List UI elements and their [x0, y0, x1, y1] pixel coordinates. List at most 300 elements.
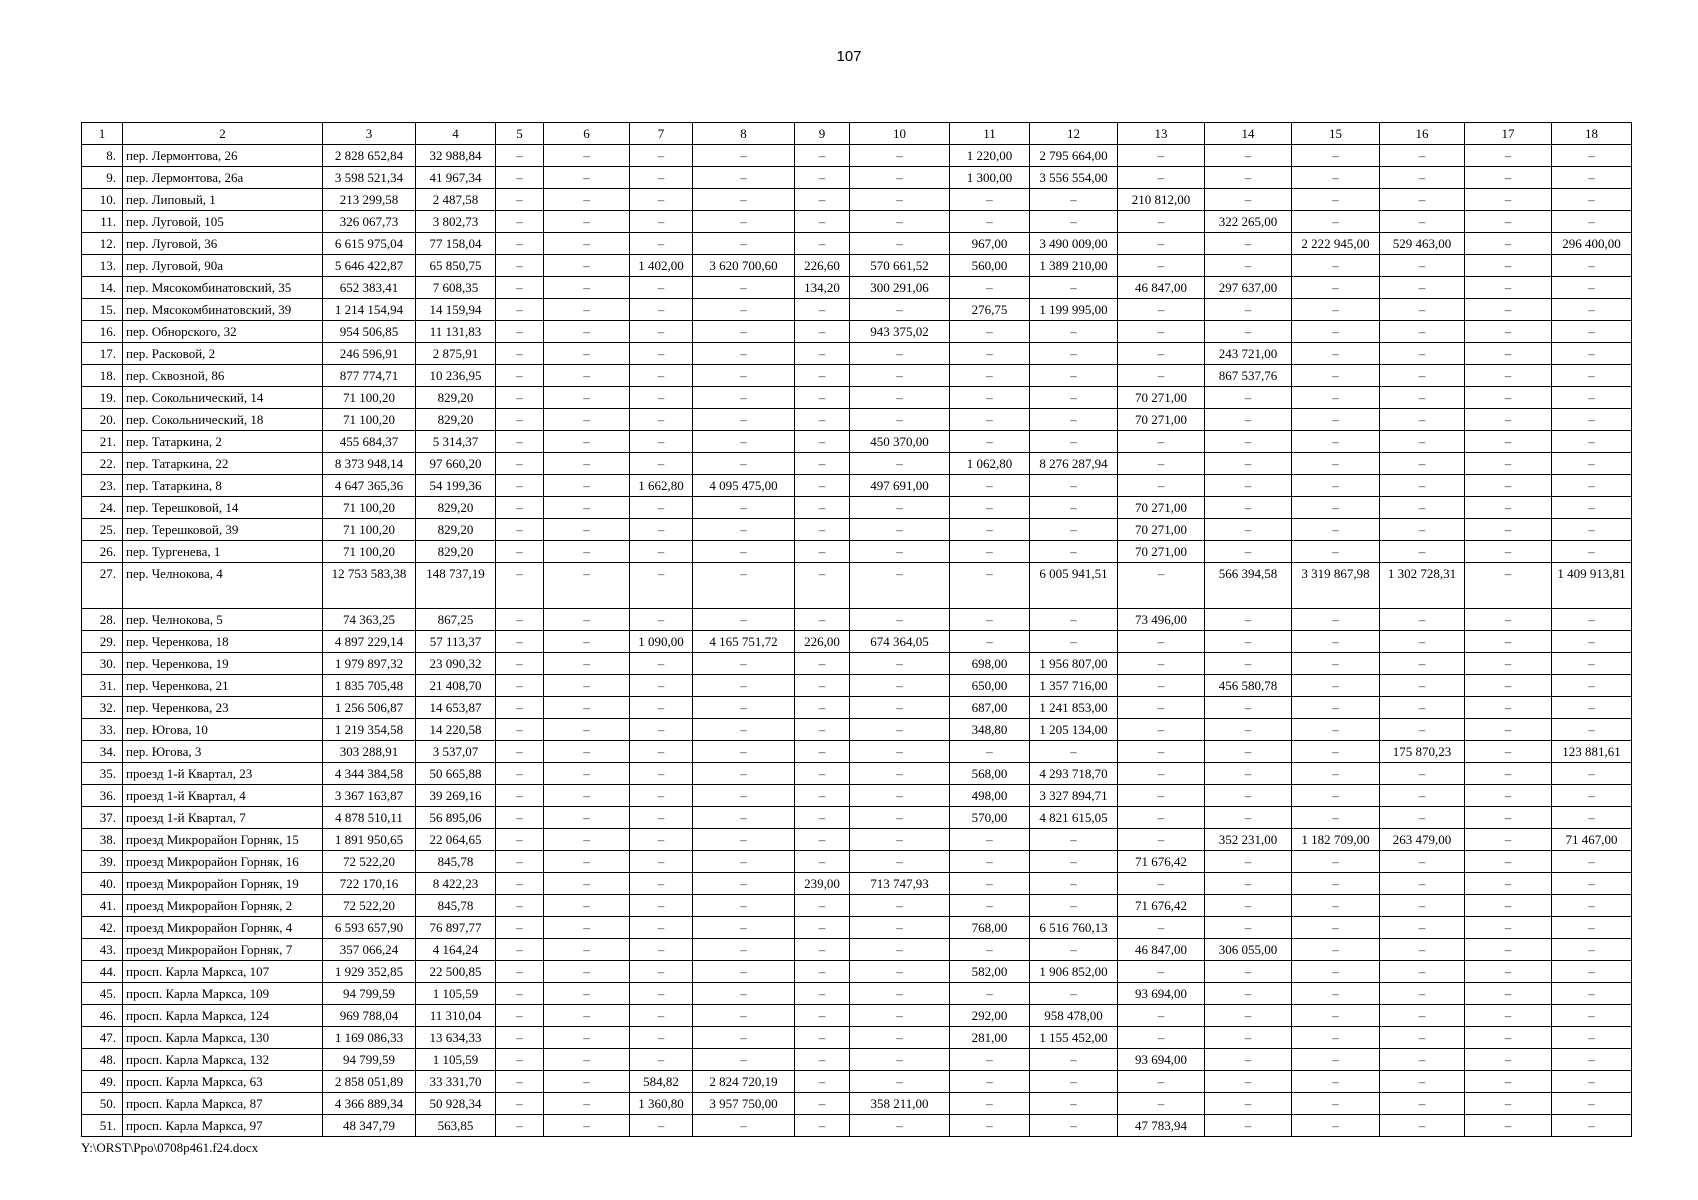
value-cell: – [693, 851, 795, 873]
value-cell: – [1118, 1071, 1205, 1093]
value-cell: 1 402,00 [630, 255, 693, 277]
value-cell: – [544, 829, 630, 851]
value-cell: – [1292, 653, 1380, 675]
address-cell: пер. Татаркина, 22 [123, 453, 323, 475]
value-cell: – [1205, 431, 1292, 453]
value-cell: – [950, 1071, 1030, 1093]
address-cell: пер. Сквозной, 86 [123, 365, 323, 387]
value-cell: 674 364,05 [850, 631, 950, 653]
table-row [82, 255, 1632, 277]
value-cell: 3 537,07 [416, 741, 496, 763]
table-row [82, 563, 1632, 609]
value-cell: – [795, 1005, 850, 1027]
address-cell: пер. Лермонтова, 26 [123, 145, 323, 167]
value-cell: – [1292, 497, 1380, 519]
value-cell: 1 205 134,00 [1030, 719, 1118, 741]
row-number-cell: 26. [82, 541, 123, 563]
value-cell: – [1552, 763, 1632, 785]
value-cell: 455 684,37 [323, 431, 416, 453]
table-row [82, 145, 1632, 167]
address-cell: пер. Челнокова, 5 [123, 609, 323, 631]
value-cell: – [630, 1005, 693, 1027]
value-cell: – [795, 785, 850, 807]
value-cell: – [795, 189, 850, 211]
table-row [82, 609, 1632, 631]
value-cell: 3 319 867,98 [1292, 563, 1380, 609]
row-number-cell: 19. [82, 387, 123, 409]
value-cell: – [630, 299, 693, 321]
value-cell: – [1465, 895, 1552, 917]
value-cell: – [496, 983, 544, 1005]
value-cell: – [544, 785, 630, 807]
value-cell: – [1030, 741, 1118, 763]
table-row [82, 475, 1632, 497]
address-cell: пер. Тургенева, 1 [123, 541, 323, 563]
value-cell: – [950, 851, 1030, 873]
value-cell: 5 646 422,87 [323, 255, 416, 277]
column-header: 11 [950, 123, 1030, 145]
value-cell: 563,85 [416, 1115, 496, 1137]
column-header: 10 [850, 123, 950, 145]
value-cell: – [795, 741, 850, 763]
address-cell: пер. Мясокомбинатовский, 39 [123, 299, 323, 321]
column-header: 16 [1380, 123, 1465, 145]
value-cell: – [1292, 1093, 1380, 1115]
value-cell: – [1030, 541, 1118, 563]
value-cell: – [850, 653, 950, 675]
value-cell: 582,00 [950, 961, 1030, 983]
value-cell: 829,20 [416, 519, 496, 541]
value-cell: 1 214 154,94 [323, 299, 416, 321]
value-cell: – [1380, 1049, 1465, 1071]
value-cell: – [496, 1071, 544, 1093]
value-cell: – [795, 961, 850, 983]
value-cell: 584,82 [630, 1071, 693, 1093]
value-cell: – [1205, 387, 1292, 409]
value-cell: – [1465, 807, 1552, 829]
value-cell: – [1292, 189, 1380, 211]
value-cell: – [850, 1027, 950, 1049]
value-cell: 326 067,73 [323, 211, 416, 233]
value-cell: – [1465, 983, 1552, 1005]
value-cell: – [1205, 719, 1292, 741]
column-header: 17 [1465, 123, 1552, 145]
value-cell: – [630, 983, 693, 1005]
value-cell: – [1205, 895, 1292, 917]
table-row [82, 299, 1632, 321]
value-cell: – [1552, 873, 1632, 895]
value-cell: – [1118, 343, 1205, 365]
table-row [82, 719, 1632, 741]
value-cell: – [1380, 917, 1465, 939]
value-cell: 687,00 [950, 697, 1030, 719]
value-cell: 77 158,04 [416, 233, 496, 255]
value-cell: 14 653,87 [416, 697, 496, 719]
value-cell: – [850, 387, 950, 409]
row-number-cell: 28. [82, 609, 123, 631]
value-cell: 93 694,00 [1118, 983, 1205, 1005]
value-cell: – [693, 1027, 795, 1049]
value-cell: 1 906 852,00 [1030, 961, 1118, 983]
value-cell: – [1030, 851, 1118, 873]
value-cell: – [496, 387, 544, 409]
value-cell: – [630, 851, 693, 873]
row-number-cell: 45. [82, 983, 123, 1005]
value-cell: – [630, 763, 693, 785]
value-cell: – [1292, 343, 1380, 365]
value-cell: 713 747,93 [850, 873, 950, 895]
value-cell: 71 467,00 [1552, 829, 1632, 851]
value-cell: – [693, 719, 795, 741]
value-cell: – [496, 939, 544, 961]
value-cell: – [496, 497, 544, 519]
value-cell: – [544, 277, 630, 299]
column-header: 2 [123, 123, 323, 145]
value-cell: 263 479,00 [1380, 829, 1465, 851]
value-cell: 3 802,73 [416, 211, 496, 233]
value-cell: 450 370,00 [850, 431, 950, 453]
address-cell: пер. Луговой, 105 [123, 211, 323, 233]
value-cell: – [1465, 873, 1552, 895]
row-number-cell: 50. [82, 1093, 123, 1115]
address-cell: проезд 1-й Квартал, 4 [123, 785, 323, 807]
row-number-cell: 32. [82, 697, 123, 719]
value-cell: – [1552, 1049, 1632, 1071]
value-cell: 21 408,70 [416, 675, 496, 697]
value-cell: – [630, 917, 693, 939]
table-row [82, 431, 1632, 453]
value-cell: 498,00 [950, 785, 1030, 807]
value-cell: – [630, 1115, 693, 1137]
value-cell: 3 490 009,00 [1030, 233, 1118, 255]
value-cell: 70 271,00 [1118, 497, 1205, 519]
value-cell: – [850, 189, 950, 211]
value-cell: – [1465, 453, 1552, 475]
value-cell: – [1552, 851, 1632, 873]
value-cell: – [950, 343, 1030, 365]
value-cell: – [1118, 697, 1205, 719]
value-cell: – [850, 145, 950, 167]
footer-file-path: Y:\ORST\Ppo\0708p461.f24.docx [81, 1140, 259, 1155]
value-cell: – [950, 387, 1030, 409]
value-cell: 23 090,32 [416, 653, 496, 675]
value-cell: – [693, 785, 795, 807]
value-cell: – [1380, 255, 1465, 277]
value-cell: – [496, 851, 544, 873]
table-row [82, 917, 1632, 939]
value-cell: – [850, 785, 950, 807]
data-table [81, 122, 1632, 1137]
value-cell: – [1292, 299, 1380, 321]
value-cell: 70 271,00 [1118, 519, 1205, 541]
address-cell: пер. Липовый, 1 [123, 189, 323, 211]
address-cell: пер. Расковой, 2 [123, 343, 323, 365]
value-cell: – [950, 1093, 1030, 1115]
value-cell: – [1030, 829, 1118, 851]
value-cell: – [1552, 541, 1632, 563]
value-cell: 71 100,20 [323, 409, 416, 431]
value-cell: 14 220,58 [416, 719, 496, 741]
column-header: 7 [630, 123, 693, 145]
value-cell: – [1292, 741, 1380, 763]
value-cell: – [1205, 167, 1292, 189]
value-cell: – [1292, 519, 1380, 541]
value-cell: 570 661,52 [850, 255, 950, 277]
value-cell: 4 344 384,58 [323, 763, 416, 785]
value-cell: – [693, 277, 795, 299]
value-cell: – [1465, 497, 1552, 519]
value-cell: – [1205, 609, 1292, 631]
value-cell: – [1292, 1115, 1380, 1137]
value-cell: – [850, 961, 950, 983]
value-cell: – [1118, 631, 1205, 653]
value-cell: – [1030, 983, 1118, 1005]
address-cell: просп. Карла Маркса, 124 [123, 1005, 323, 1027]
value-cell: 1 105,59 [416, 983, 496, 1005]
table-row [82, 807, 1632, 829]
value-cell: 969 788,04 [323, 1005, 416, 1027]
value-cell: – [496, 697, 544, 719]
table-row [82, 189, 1632, 211]
row-number-cell: 27. [82, 563, 123, 609]
value-cell: – [1552, 321, 1632, 343]
table-row [82, 365, 1632, 387]
value-cell: – [950, 1115, 1030, 1137]
value-cell: 11 310,04 [416, 1005, 496, 1027]
value-cell: – [1030, 211, 1118, 233]
value-cell: – [630, 653, 693, 675]
value-cell: 8 422,23 [416, 873, 496, 895]
address-cell: пер. Челнокова, 4 [123, 563, 323, 609]
value-cell: – [630, 1049, 693, 1071]
value-cell: 456 580,78 [1205, 675, 1292, 697]
value-cell: – [693, 763, 795, 785]
value-cell: – [1292, 895, 1380, 917]
value-cell: 768,00 [950, 917, 1030, 939]
value-cell: – [1292, 431, 1380, 453]
value-cell: – [1552, 211, 1632, 233]
address-cell: проезд Микрорайон Горняк, 16 [123, 851, 323, 873]
row-number-cell: 36. [82, 785, 123, 807]
value-cell: – [850, 609, 950, 631]
address-cell: просп. Карла Маркса, 87 [123, 1093, 323, 1115]
value-cell: – [850, 409, 950, 431]
value-cell: 8 276 287,94 [1030, 453, 1118, 475]
value-cell: – [1030, 431, 1118, 453]
value-cell: – [630, 365, 693, 387]
value-cell: – [630, 233, 693, 255]
value-cell: 1 300,00 [950, 167, 1030, 189]
value-cell: – [1552, 299, 1632, 321]
value-cell: – [1118, 1005, 1205, 1027]
value-cell: – [850, 343, 950, 365]
value-cell: – [544, 961, 630, 983]
value-cell: – [630, 145, 693, 167]
value-cell: – [496, 741, 544, 763]
value-cell: – [1552, 497, 1632, 519]
value-cell: – [1118, 763, 1205, 785]
value-cell: – [950, 1049, 1030, 1071]
value-cell: – [1205, 145, 1292, 167]
address-cell: проезд 1-й Квартал, 23 [123, 763, 323, 785]
value-cell: 33 331,70 [416, 1071, 496, 1093]
value-cell: 1 389 210,00 [1030, 255, 1118, 277]
value-cell: – [1292, 961, 1380, 983]
value-cell: – [1292, 675, 1380, 697]
value-cell: 8 373 948,14 [323, 453, 416, 475]
value-cell: – [1552, 697, 1632, 719]
value-cell: – [1465, 343, 1552, 365]
table-row [82, 1115, 1632, 1137]
value-cell: – [1465, 387, 1552, 409]
value-cell: 276,75 [950, 299, 1030, 321]
value-cell: – [544, 321, 630, 343]
value-cell: 50 928,34 [416, 1093, 496, 1115]
value-cell: – [1118, 475, 1205, 497]
address-cell: просп. Карла Маркса, 97 [123, 1115, 323, 1137]
value-cell: 867 537,76 [1205, 365, 1292, 387]
value-cell: – [544, 519, 630, 541]
value-cell: 70 271,00 [1118, 387, 1205, 409]
value-cell: – [693, 807, 795, 829]
value-cell: – [1118, 961, 1205, 983]
value-cell: – [1118, 453, 1205, 475]
value-cell: – [1292, 983, 1380, 1005]
value-cell: – [1380, 365, 1465, 387]
value-cell: – [1380, 167, 1465, 189]
value-cell: – [1465, 785, 1552, 807]
value-cell: – [693, 939, 795, 961]
value-cell: – [496, 895, 544, 917]
value-cell: 94 799,59 [323, 1049, 416, 1071]
value-cell: – [795, 653, 850, 675]
value-cell: 560,00 [950, 255, 1030, 277]
row-number-cell: 18. [82, 365, 123, 387]
value-cell: – [1465, 321, 1552, 343]
value-cell: – [1465, 917, 1552, 939]
value-cell: – [1380, 387, 1465, 409]
table-row [82, 409, 1632, 431]
row-number-cell: 35. [82, 763, 123, 785]
value-cell: – [496, 675, 544, 697]
value-cell: 296 400,00 [1552, 233, 1632, 255]
value-cell: – [1030, 343, 1118, 365]
value-cell: – [1552, 1005, 1632, 1027]
row-number-cell: 44. [82, 961, 123, 983]
address-cell: пер. Терешковой, 39 [123, 519, 323, 541]
value-cell: – [1380, 631, 1465, 653]
value-cell: – [544, 189, 630, 211]
table-row [82, 1005, 1632, 1027]
value-cell: – [1380, 145, 1465, 167]
value-cell: – [693, 917, 795, 939]
value-cell: – [795, 409, 850, 431]
row-number-cell: 40. [82, 873, 123, 895]
value-cell: – [1465, 409, 1552, 431]
value-cell: – [795, 719, 850, 741]
value-cell: 123 881,61 [1552, 741, 1632, 763]
value-cell: – [544, 1049, 630, 1071]
value-cell: – [496, 167, 544, 189]
address-cell: пер. Югова, 10 [123, 719, 323, 741]
value-cell: 297 637,00 [1205, 277, 1292, 299]
value-cell: – [795, 895, 850, 917]
value-cell: – [1118, 563, 1205, 609]
value-cell: 6 593 657,90 [323, 917, 416, 939]
value-cell: 358 211,00 [850, 1093, 950, 1115]
value-cell: – [1552, 431, 1632, 453]
value-cell: – [496, 653, 544, 675]
table-row [82, 343, 1632, 365]
row-number-cell: 48. [82, 1049, 123, 1071]
table-row [82, 211, 1632, 233]
address-cell: просп. Карла Маркса, 132 [123, 1049, 323, 1071]
value-cell: – [1118, 785, 1205, 807]
value-cell: – [850, 983, 950, 1005]
value-cell: – [1292, 453, 1380, 475]
value-cell: 1 891 950,65 [323, 829, 416, 851]
value-cell: – [1030, 189, 1118, 211]
value-cell: – [1205, 873, 1292, 895]
value-cell: – [1552, 895, 1632, 917]
value-cell: – [1465, 1027, 1552, 1049]
value-cell: – [1205, 763, 1292, 785]
value-cell: – [795, 939, 850, 961]
value-cell: – [544, 541, 630, 563]
value-cell: – [693, 563, 795, 609]
value-cell: – [950, 895, 1030, 917]
table-row [82, 1049, 1632, 1071]
value-cell: 46 847,00 [1118, 939, 1205, 961]
row-number-cell: 41. [82, 895, 123, 917]
value-cell: – [795, 145, 850, 167]
table-row [82, 697, 1632, 719]
value-cell: – [1292, 851, 1380, 873]
value-cell: – [544, 675, 630, 697]
value-cell: – [544, 343, 630, 365]
value-cell: – [496, 365, 544, 387]
value-cell: – [1380, 939, 1465, 961]
value-cell: – [693, 829, 795, 851]
value-cell: 281,00 [950, 1027, 1030, 1049]
value-cell: – [1465, 961, 1552, 983]
value-cell: – [1292, 763, 1380, 785]
row-number-cell: 49. [82, 1071, 123, 1093]
value-cell: 4 164,24 [416, 939, 496, 961]
value-cell: – [544, 255, 630, 277]
value-cell: – [1118, 1027, 1205, 1049]
value-cell: – [1292, 475, 1380, 497]
value-cell: 46 847,00 [1118, 277, 1205, 299]
value-cell: 48 347,79 [323, 1115, 416, 1137]
value-cell: 4 165 751,72 [693, 631, 795, 653]
value-cell: 958 478,00 [1030, 1005, 1118, 1027]
value-cell: – [496, 321, 544, 343]
value-cell: 1 256 506,87 [323, 697, 416, 719]
value-cell: – [1205, 807, 1292, 829]
value-cell: – [795, 697, 850, 719]
value-cell: – [1465, 145, 1552, 167]
table-row [82, 387, 1632, 409]
value-cell: 829,20 [416, 541, 496, 563]
value-cell: – [1465, 1071, 1552, 1093]
row-number-cell: 38. [82, 829, 123, 851]
value-cell: – [1465, 1093, 1552, 1115]
column-header: 13 [1118, 123, 1205, 145]
value-cell: 829,20 [416, 409, 496, 431]
value-cell: – [1205, 189, 1292, 211]
value-cell: – [1205, 1115, 1292, 1137]
